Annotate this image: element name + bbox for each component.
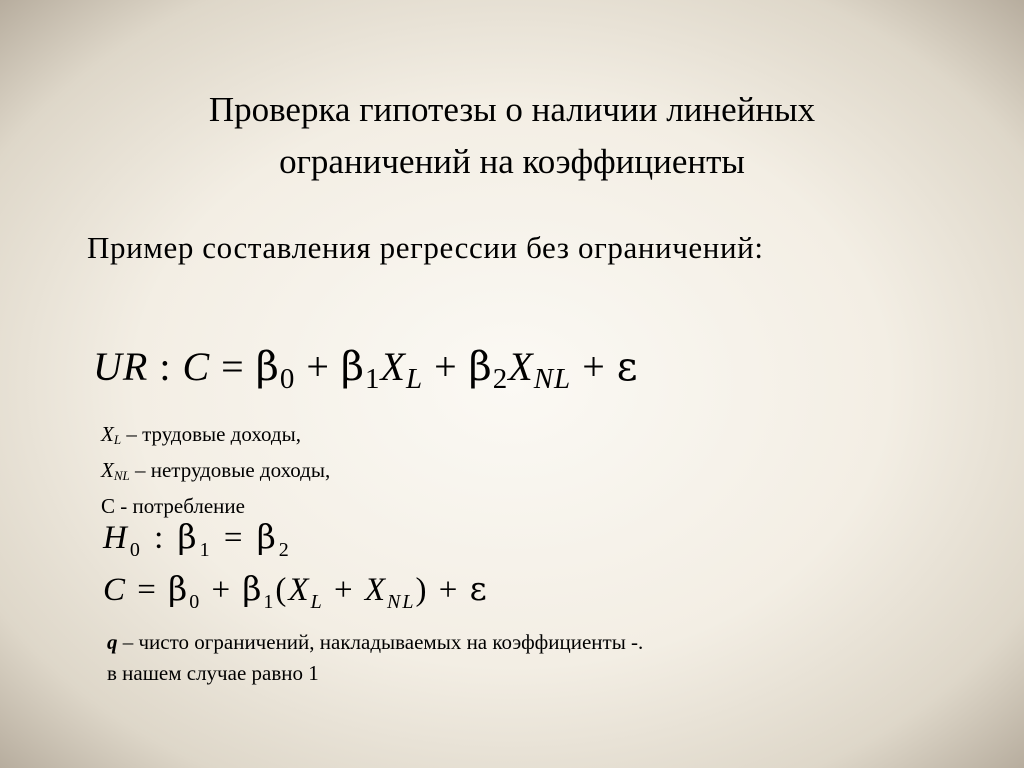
definition-text: С - потребление — [101, 494, 245, 518]
eq-h0-beta1: β — [177, 517, 200, 556]
eq-h0-equals: = — [212, 520, 257, 556]
eq-r-beta1-sub: 1 — [263, 591, 276, 613]
eq-r-x2-sub: NL — [387, 591, 416, 613]
eq-ur-x2-sub: NL — [533, 363, 572, 395]
eq-ur-x1: X — [380, 344, 406, 389]
definition-text: – трудовые доходы, — [121, 422, 301, 446]
eq-h0-beta2-sub: 2 — [278, 539, 292, 561]
definition-var: X — [101, 422, 114, 446]
eq-ur-beta1-sub: 1 — [365, 363, 381, 395]
eq-r-beta0-sub: 0 — [189, 591, 202, 613]
note-q: q — [107, 630, 118, 654]
definition-row — [101, 419, 330, 455]
definition-var-sub: NL — [113, 468, 130, 483]
eq-r-x1-sub: L — [310, 591, 324, 613]
eq-r-beta0: β — [168, 569, 190, 608]
eq-ur-epsilon: ε — [616, 344, 639, 390]
note-line-1 — [107, 627, 643, 658]
eq-ur-plus3: + — [571, 344, 617, 389]
eq-ur-plus1: + — [295, 344, 341, 389]
note-line-2: в нашем случае равно 1 — [107, 661, 319, 685]
equation-unrestricted — [93, 343, 639, 396]
eq-h0-h: H — [103, 520, 130, 556]
eq-r-lparen: ( — [275, 572, 289, 608]
title-line-2: ограничений на коэффициенты — [279, 142, 745, 181]
equation-restricted — [103, 569, 489, 614]
eq-r-equals: = — [127, 572, 169, 608]
eq-ur-beta1: β — [340, 344, 366, 390]
slide-title — [0, 84, 1024, 188]
eq-r-plus1: + — [201, 572, 243, 608]
eq-ur-plus2: + — [423, 344, 469, 389]
eq-r-x2: X — [364, 572, 388, 608]
equation-hypothesis — [103, 517, 292, 562]
eq-ur-beta2-sub: 2 — [492, 363, 509, 395]
definition-row — [101, 455, 330, 491]
eq-ur-beta0: β — [255, 344, 280, 390]
eq-ur-x1-sub: L — [405, 363, 424, 395]
eq-r-plus2: + — [323, 572, 365, 608]
eq-ur-colon: : — [148, 344, 183, 389]
eq-h0-beta2: β — [256, 517, 279, 556]
eq-h0-beta1-sub: 1 — [199, 539, 213, 561]
eq-ur-x2: X — [508, 344, 534, 389]
eq-ur-beta2: β — [468, 344, 493, 390]
eq-h0-colon: : — [142, 520, 178, 556]
eq-r-rparen: ) — [415, 572, 429, 608]
definition-var-sub: L — [113, 432, 122, 447]
eq-ur-label: UR — [93, 344, 149, 389]
eq-r-epsilon: ε — [469, 569, 489, 608]
variable-definitions — [101, 419, 330, 521]
restrictions-note — [107, 627, 643, 689]
definition-var: X — [101, 458, 114, 482]
eq-ur-c: C — [182, 344, 211, 389]
eq-ur-equals: = — [210, 344, 256, 389]
eq-r-x1: X — [288, 572, 311, 608]
eq-r-beta1: β — [242, 569, 264, 608]
eq-r-plus3: + — [428, 572, 470, 608]
eq-ur-beta0-sub: 0 — [279, 363, 296, 395]
eq-h0-h-sub: 0 — [129, 539, 143, 561]
eq-r-c: C — [103, 572, 128, 608]
definition-text: – нетрудовые доходы, — [129, 458, 331, 482]
title-line-1: Проверка гипотезы о наличии линейных — [208, 90, 816, 129]
subtitle: Пример составления регрессии без ограничений: — [87, 230, 764, 265]
note-line-1-text: – чисто ограничений, накладываемых на коэффициенты -. — [117, 630, 644, 654]
